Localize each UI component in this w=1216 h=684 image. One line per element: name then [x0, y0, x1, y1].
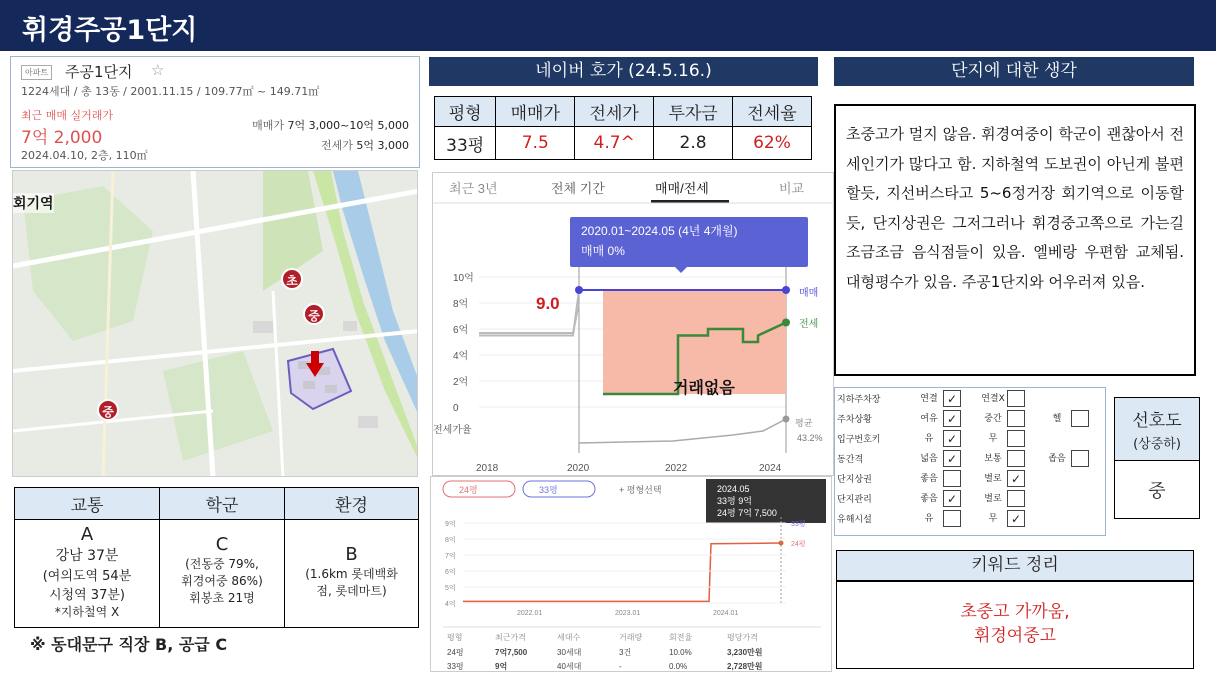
table-header: 거래량: [619, 633, 643, 642]
tab-sale-jeonse[interactable]: 매매/전세: [655, 181, 709, 196]
cell-investment: 2.8: [654, 127, 733, 160]
price-table: [434, 96, 812, 160]
table-cell: 40세대: [557, 662, 582, 671]
preference-sub: (상중하): [1133, 437, 1181, 452]
sale-point-end: [782, 286, 790, 294]
jeonse-rate-point: [783, 416, 790, 423]
table-cell: 9억: [495, 662, 508, 671]
checklist-option: 헬: [1052, 413, 1062, 424]
table-cell: 0.0%: [669, 662, 688, 671]
recent-trade-price: 7억 2,000: [21, 128, 103, 148]
school-marker-middle[interactable]: 중: [303, 303, 325, 325]
tab-recent-3y[interactable]: 최근 3년: [449, 181, 498, 196]
checklist-label: 단지관리: [837, 494, 872, 505]
checklist-option: 보통: [984, 453, 1002, 464]
y2-label: 7억: [445, 553, 456, 560]
score-traffic: A 강남 37분 (여의도역 54분 시청역 37분) *지하철역 X: [15, 520, 160, 628]
jeonse-rate-line: [579, 419, 786, 443]
school-marker-elementary[interactable]: 초: [281, 268, 303, 290]
y2-label: 6억: [445, 569, 456, 576]
preference-value: 중: [1114, 461, 1200, 519]
y-label: 4억: [453, 351, 469, 362]
page-title: 휘경주공1단지: [0, 0, 1216, 51]
table-header: 회전율: [669, 633, 693, 642]
checklist-row: [835, 468, 1105, 488]
col-investment: 투자금: [654, 97, 733, 127]
series-label-33: 33평: [791, 521, 806, 528]
checklist-option: 별로: [984, 473, 1002, 484]
x-label: 2018: [476, 463, 499, 474]
table-header: 평당가격: [727, 633, 758, 642]
checkbox[interactable]: ✓: [943, 390, 961, 407]
checkbox[interactable]: [943, 510, 961, 527]
y-label: 6억: [453, 325, 469, 336]
cell-jeonse: 4.7^: [575, 127, 654, 160]
checkbox[interactable]: [943, 470, 961, 487]
sale-price-range: 매매가 7억 3,000~10억 5,000: [252, 119, 409, 132]
footnote: ※ 동대문구 직장 B, 공급 C: [30, 635, 228, 654]
legend-sale: 매매: [799, 288, 819, 299]
chip-24[interactable]: 24평: [459, 485, 478, 495]
keyword-box: [836, 581, 1194, 669]
y2-label: 4억: [445, 601, 456, 608]
checkbox[interactable]: ✓: [943, 430, 961, 447]
checklist-label: 단지상권: [837, 474, 872, 485]
checklist-option: 좋음: [920, 493, 938, 504]
x2-label: 2023.01: [615, 610, 641, 617]
y-label: 0: [453, 403, 459, 414]
checklist-option: 여유: [920, 413, 938, 424]
checklist-label: 입구번호키: [837, 434, 881, 445]
checklist-option: 좋음: [920, 473, 938, 484]
table-cell: 33평: [447, 662, 464, 671]
x-label: 2024: [759, 463, 782, 474]
y-label: 2억: [453, 377, 469, 388]
checklist-option: 연결X: [981, 393, 1005, 404]
x2-label: 2024.01: [713, 610, 739, 617]
legend-jeonse: 전세: [799, 319, 819, 330]
checklist-row: [835, 508, 1105, 528]
jeonse-point-end: [782, 319, 790, 327]
table-header: 최근가격: [495, 633, 526, 642]
map-graphic: [13, 171, 418, 477]
x2-label: 2022.01: [517, 610, 543, 617]
checklist-row: [835, 388, 1105, 408]
x-label: 2020: [567, 463, 590, 474]
score-table: [14, 487, 419, 628]
checklist-label: 동간격: [837, 454, 864, 465]
checkbox[interactable]: [1007, 390, 1025, 407]
avg-label: 평균: [795, 418, 813, 428]
checklist-option: 유: [924, 513, 934, 524]
score-school: C (전동중 79%, 휘경여중 86%) 휘봉초 21명: [160, 520, 285, 628]
cell-jeonse-rate: 62%: [733, 127, 812, 160]
price-table-header: [435, 97, 812, 127]
y2-label: 5억: [445, 585, 456, 592]
keyword-line2: 휘경여중고: [973, 626, 1057, 646]
size-price-chart: [430, 476, 832, 672]
school-marker-middle-2[interactable]: 중: [97, 399, 119, 421]
score-header-traffic: 교통: [15, 488, 160, 520]
checkbox[interactable]: [1071, 410, 1089, 427]
table-cell: 2,728만원: [727, 662, 763, 671]
preference-title: 선호도: [1132, 411, 1182, 431]
x-label: 2022: [665, 463, 688, 474]
score-env: B (1.6km 롯데백화 점, 롯데마트): [285, 520, 419, 628]
cell-size: 33평: [435, 127, 496, 160]
sale-jeonse-chart: [432, 172, 834, 476]
preference-header: [1114, 397, 1200, 461]
checkbox[interactable]: ✓: [943, 490, 961, 507]
col-sale: 매매가: [496, 97, 575, 127]
naver-price-header: 네이버 호가 (24.5.16.): [429, 57, 818, 86]
tab-compare[interactable]: 비교: [779, 181, 805, 196]
checklist-row: [835, 448, 1105, 468]
table-cell: 24평: [447, 648, 464, 657]
chip-select-size[interactable]: + 평형선택: [619, 485, 662, 495]
table-header: 세대수: [557, 633, 581, 642]
checklist-option: 유: [924, 433, 934, 444]
sale-point-start: [575, 286, 583, 294]
complex-name: 주공1단지: [65, 63, 133, 81]
location-map[interactable]: [12, 170, 418, 477]
jeonse-price: 전세가 5억 3,000: [320, 139, 409, 152]
checkbox[interactable]: ✓: [1007, 510, 1025, 527]
complex-meta: 1224세대 / 총 13동 / 2001.11.15 / 109.77㎡ ~ 149.71㎡: [21, 85, 320, 98]
table-cell: 3,230만원: [727, 648, 763, 657]
annotation-no-trade: 거래없음: [673, 380, 735, 397]
table-cell: 30세대: [557, 648, 582, 657]
location-arrow-icon: [306, 351, 324, 377]
avg-value: 43.2%: [797, 433, 823, 443]
col-size: 평형: [435, 97, 496, 127]
checkbox[interactable]: ✓: [943, 410, 961, 427]
keyword-header: 키워드 정리: [836, 550, 1194, 581]
y2-label: 9억: [445, 521, 456, 528]
checklist-option: 연결: [920, 393, 938, 404]
checklist-table: [835, 388, 1105, 528]
score-header-env: 환경: [285, 488, 419, 520]
jeonse-rate-label: 전세가율: [433, 425, 472, 436]
cell-sale: 7.5: [496, 127, 575, 160]
tooltip-line1: 2020.01~2024.05 (4년 4개월): [581, 224, 738, 238]
col-jeonse: 전세가: [575, 97, 654, 127]
score-header-school: 학군: [160, 488, 285, 520]
table-cell: 3건: [619, 648, 632, 657]
checklist-option: 무: [988, 513, 998, 524]
checklist-option: 좁음: [1048, 453, 1066, 464]
price-table-row: [435, 127, 812, 160]
checkbox[interactable]: ✓: [943, 450, 961, 467]
checkbox[interactable]: [1007, 450, 1025, 467]
series-24-line: [463, 543, 781, 601]
checkbox[interactable]: [1071, 450, 1089, 467]
recent-trade-label: 최근 매매 실거래가: [21, 109, 114, 122]
checkbox[interactable]: [1007, 490, 1025, 507]
table-cell: -: [619, 662, 622, 671]
checklist-row: [835, 428, 1105, 448]
checklist-panel: [834, 387, 1106, 536]
checklist-label: 유해시설: [837, 514, 872, 525]
y-label: 8억: [453, 299, 469, 310]
table-cell: 7억7,500: [495, 648, 528, 657]
checkbox[interactable]: [1007, 410, 1025, 427]
tab-all-period[interactable]: 전체 기간: [551, 181, 605, 196]
y2-label: 8억: [445, 537, 456, 544]
table-cell: 10.0%: [669, 648, 692, 657]
checklist-label: 주차상황: [837, 414, 872, 425]
checkbox[interactable]: ✓: [1007, 470, 1025, 487]
annotation-value: 9.0: [536, 294, 560, 313]
chip-33[interactable]: 33평: [539, 485, 558, 495]
y-label: 10억: [453, 273, 474, 284]
col-jeonse-rate: 전세율: [733, 97, 812, 127]
recent-trade-date: 2024.04.10, 2층, 110㎡: [21, 149, 148, 162]
tooltip-line2: 매매 0%: [581, 244, 625, 258]
tooltip2-24: 24평 7억 7,500: [717, 508, 777, 518]
table-header: 평형: [447, 633, 463, 642]
thoughts-text: 초중고가 멀지 않음. 휘경여중이 학군이 괜찮아서 전세인기가 많다고 함. 지하철역 도보권이 아닌게 불편할듯, 지선버스타고 5~6정거장 회기역으로 이동할듯, 단지상권은 그저그러나 휘경중고쪽으로 가는길 조금조금 음식점들이 있음. 엘베랑 우편함 교체됨. 대형평수가 있음. 주공1단지와 어우러져 있음.: [834, 104, 1196, 376]
checklist-option: 넓음: [920, 453, 938, 464]
checklist-option: 별로: [984, 493, 1002, 504]
checklist-row: [835, 488, 1105, 508]
tooltip2-date: 2024.05: [717, 484, 750, 494]
checklist-label: 지하주차장: [837, 394, 881, 405]
type-badge: 아파트: [21, 65, 52, 80]
station-label: 회기역: [13, 193, 54, 213]
star-icon[interactable]: ☆: [151, 61, 165, 79]
tooltip2-33: 33평 9억: [717, 496, 752, 506]
keyword-line1: 초중고 가까움,: [960, 602, 1070, 622]
series-label-24: 24평: [791, 541, 806, 548]
checklist-row: [835, 408, 1105, 428]
preference-box: [1114, 397, 1200, 539]
checklist-option: 중간: [984, 413, 1002, 424]
complex-info-card: [10, 56, 420, 168]
thoughts-header: 단지에 대한 생각: [834, 57, 1194, 86]
checklist-option: 무: [988, 433, 998, 444]
checkbox[interactable]: [1007, 430, 1025, 447]
